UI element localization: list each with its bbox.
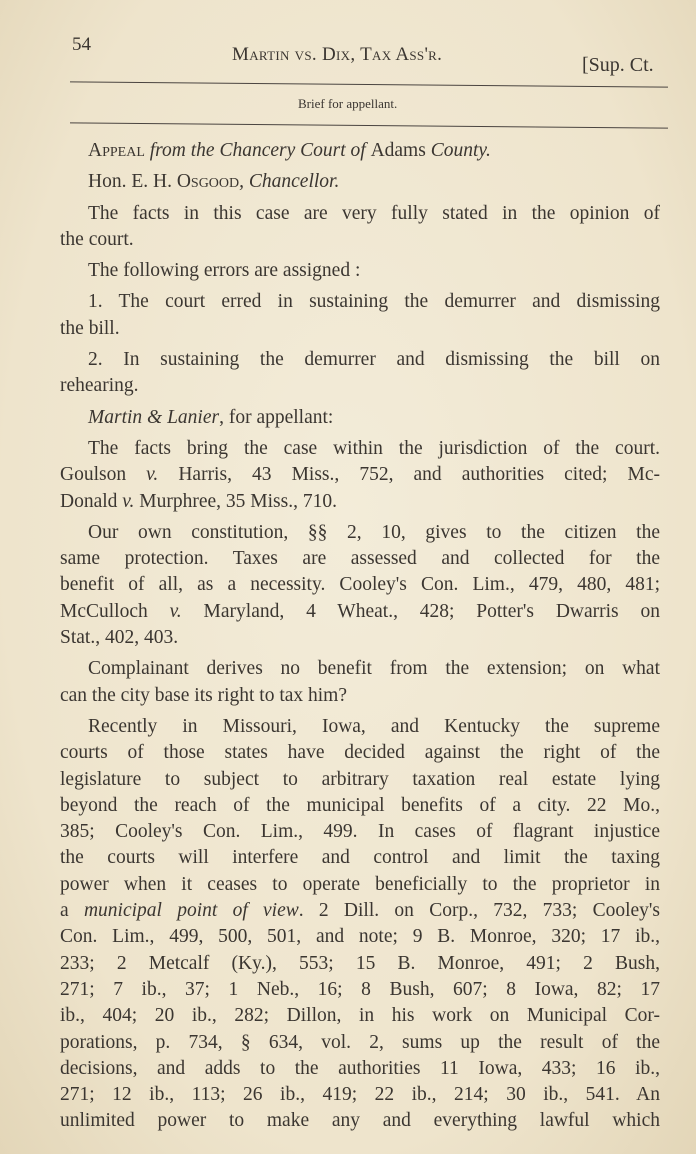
text-line (60, 138, 660, 164)
text-run: Harris, 43 Miss., 752, and authorities cited; Mc- (158, 464, 661, 486)
text-run: Complainant derives no benefit from the extension; on what (88, 658, 660, 680)
text-run: power when it ceases to operate beneficially to the proprietor in (60, 873, 660, 895)
text-line (60, 845, 660, 871)
text-run: 271; 12 ib., 113; 26 ib., 419; 22 ib., 214; 30 ib., 541. An (60, 1084, 660, 1106)
text-line (60, 625, 660, 651)
text-line (60, 462, 660, 488)
text-line (60, 656, 660, 682)
text-line (60, 793, 660, 819)
text-run: 233; 2 Metcalf (Ky.), 553; 15 B. Monroe, 491; 2 Bush, (60, 952, 660, 974)
text-run: Maryland, 4 Wheat., 428; Potter's Dwarris on (181, 600, 660, 622)
smallcaps-run: Osgood (176, 171, 240, 193)
text-run: Stat., 402, 403. (60, 627, 179, 649)
text-line (60, 1082, 660, 1108)
text-run: can the city base its right to tax him? (60, 684, 348, 706)
text-run: Our own constitution, §§ 2, 10, gives to the citizen the (88, 521, 660, 543)
text-line (60, 977, 660, 1003)
section-subheading: Brief for appellant. (298, 96, 398, 111)
text-run: The facts in this case are very fully stated in the opinion of (88, 202, 660, 224)
text-run: 385; Cooley's Con. Lim., 499. In cases of flagrant injustice (60, 821, 660, 843)
text-line (60, 316, 660, 342)
text-line (60, 819, 660, 845)
running-title: Martin vs. Dix, Tax Ass'r. (232, 44, 443, 65)
paragraph (60, 347, 660, 400)
text-line (60, 683, 660, 709)
subheading-rule (70, 122, 668, 128)
text-run: ib., 404; 20 ib., 282; Dillon, in his work on Municipal Cor- (60, 1005, 660, 1027)
text-run: decisions, and adds to the authorities 11 Iowa, 433; 16 ib., (60, 1057, 660, 1079)
text-run: . 2 Dill. on Corp., 732, 733; Cooley's (298, 900, 660, 922)
paragraph (60, 520, 660, 651)
text-line (60, 405, 660, 431)
paragraph (60, 258, 660, 284)
text-line (60, 1030, 660, 1056)
text-run: rehearing. (60, 375, 139, 397)
italic-run: v. (122, 490, 135, 512)
paragraph (60, 289, 660, 342)
text-line (60, 1108, 660, 1134)
text-line (60, 898, 660, 924)
text-run: Recently in Missouri, Iowa, and Kentucky the supreme (88, 715, 660, 737)
smallcaps-run: Appeal (88, 140, 145, 161)
text-run: 2. In sustaining the demurrer and dismissing the bill on (88, 349, 660, 371)
text-line (60, 767, 660, 793)
text-line (60, 714, 660, 740)
text-line (60, 572, 660, 598)
text-line (60, 436, 660, 462)
paragraph (60, 656, 660, 709)
paragraph (60, 138, 660, 164)
text-run: Con. Lim., 499, 500, 501, and note; 9 B. Monroe, 320; 17 ib., (60, 926, 660, 948)
text-run: McCulloch (60, 600, 170, 622)
italic-run: County. (425, 140, 491, 161)
header-rule (70, 81, 668, 87)
text-line (60, 169, 660, 195)
text-run: Hon. E. H. (88, 171, 177, 193)
text-run: The following errors are assigned : (88, 260, 361, 282)
text-line (60, 951, 660, 977)
text-line (60, 258, 660, 284)
text-line (60, 924, 660, 950)
text-run: legislature to subject to arbitrary taxation real estate lying (60, 768, 660, 790)
text-run: The facts bring the case within the jurisdiction of the court. (88, 437, 660, 459)
text-run: 271; 7 ib., 37; 1 Neb., 16; 8 Bush, 607; 8 Iowa, 82; 17 (60, 978, 660, 1000)
text-run: beyond the reach of the municipal benefits of a city. 22 Mo., (60, 794, 660, 816)
text-line (60, 740, 660, 766)
page-body (60, 138, 660, 1140)
paragraph (60, 436, 660, 515)
text-run: same protection. Taxes are assessed and collected for the (60, 548, 660, 570)
text-run: a (60, 900, 84, 922)
text-line (60, 520, 660, 546)
paragraph (60, 714, 660, 1135)
italic-run: Martin & Lanier (88, 406, 220, 428)
running-header (0, 32, 696, 76)
text-line (60, 599, 660, 625)
text-line (60, 546, 660, 572)
text-line (60, 1003, 660, 1029)
text-line (60, 1056, 660, 1082)
text-line (60, 872, 660, 898)
text-run: Adams (370, 140, 426, 161)
paragraph (60, 405, 660, 431)
text-run: the court. (60, 228, 134, 250)
text-run: , for appellant: (219, 406, 334, 428)
paragraph (60, 201, 660, 254)
text-run: porations, p. 734, § 634, vol. 2, sums up the result of the (60, 1031, 660, 1053)
text-run: Murphree, 35 Miss., 710. (134, 490, 337, 512)
paragraph (60, 169, 660, 195)
text-run: courts of those states have decided against the right of the (60, 742, 660, 764)
text-line (60, 227, 660, 253)
italic-run: from the Chancery Court of (144, 140, 371, 161)
italic-run: v. (146, 464, 159, 486)
text-line (60, 373, 660, 399)
italic-run: v. (169, 600, 182, 622)
text-run: unlimited power to make any and everything lawful which (60, 1110, 660, 1132)
italic-run: , Chancellor. (239, 171, 340, 193)
text-run: Donald (60, 490, 123, 512)
page-number: 54 (72, 34, 91, 55)
text-run: Goulson (60, 464, 147, 486)
text-line (60, 347, 660, 373)
italic-run: municipal point of view (83, 900, 299, 922)
text-run: 1. The court erred in sustaining the demurrer and dismissing (88, 291, 660, 313)
text-line (60, 201, 660, 227)
text-run: the courts will interfere and control and limit the taxing (60, 847, 660, 869)
text-run: benefit of all, as a necessity. Cooley's Con. Lim., 479, 480, 481; (60, 574, 660, 596)
text-run: the bill. (60, 317, 120, 339)
text-line (60, 289, 660, 315)
court-label: [Sup. Ct. (582, 54, 654, 76)
text-line (60, 489, 660, 515)
